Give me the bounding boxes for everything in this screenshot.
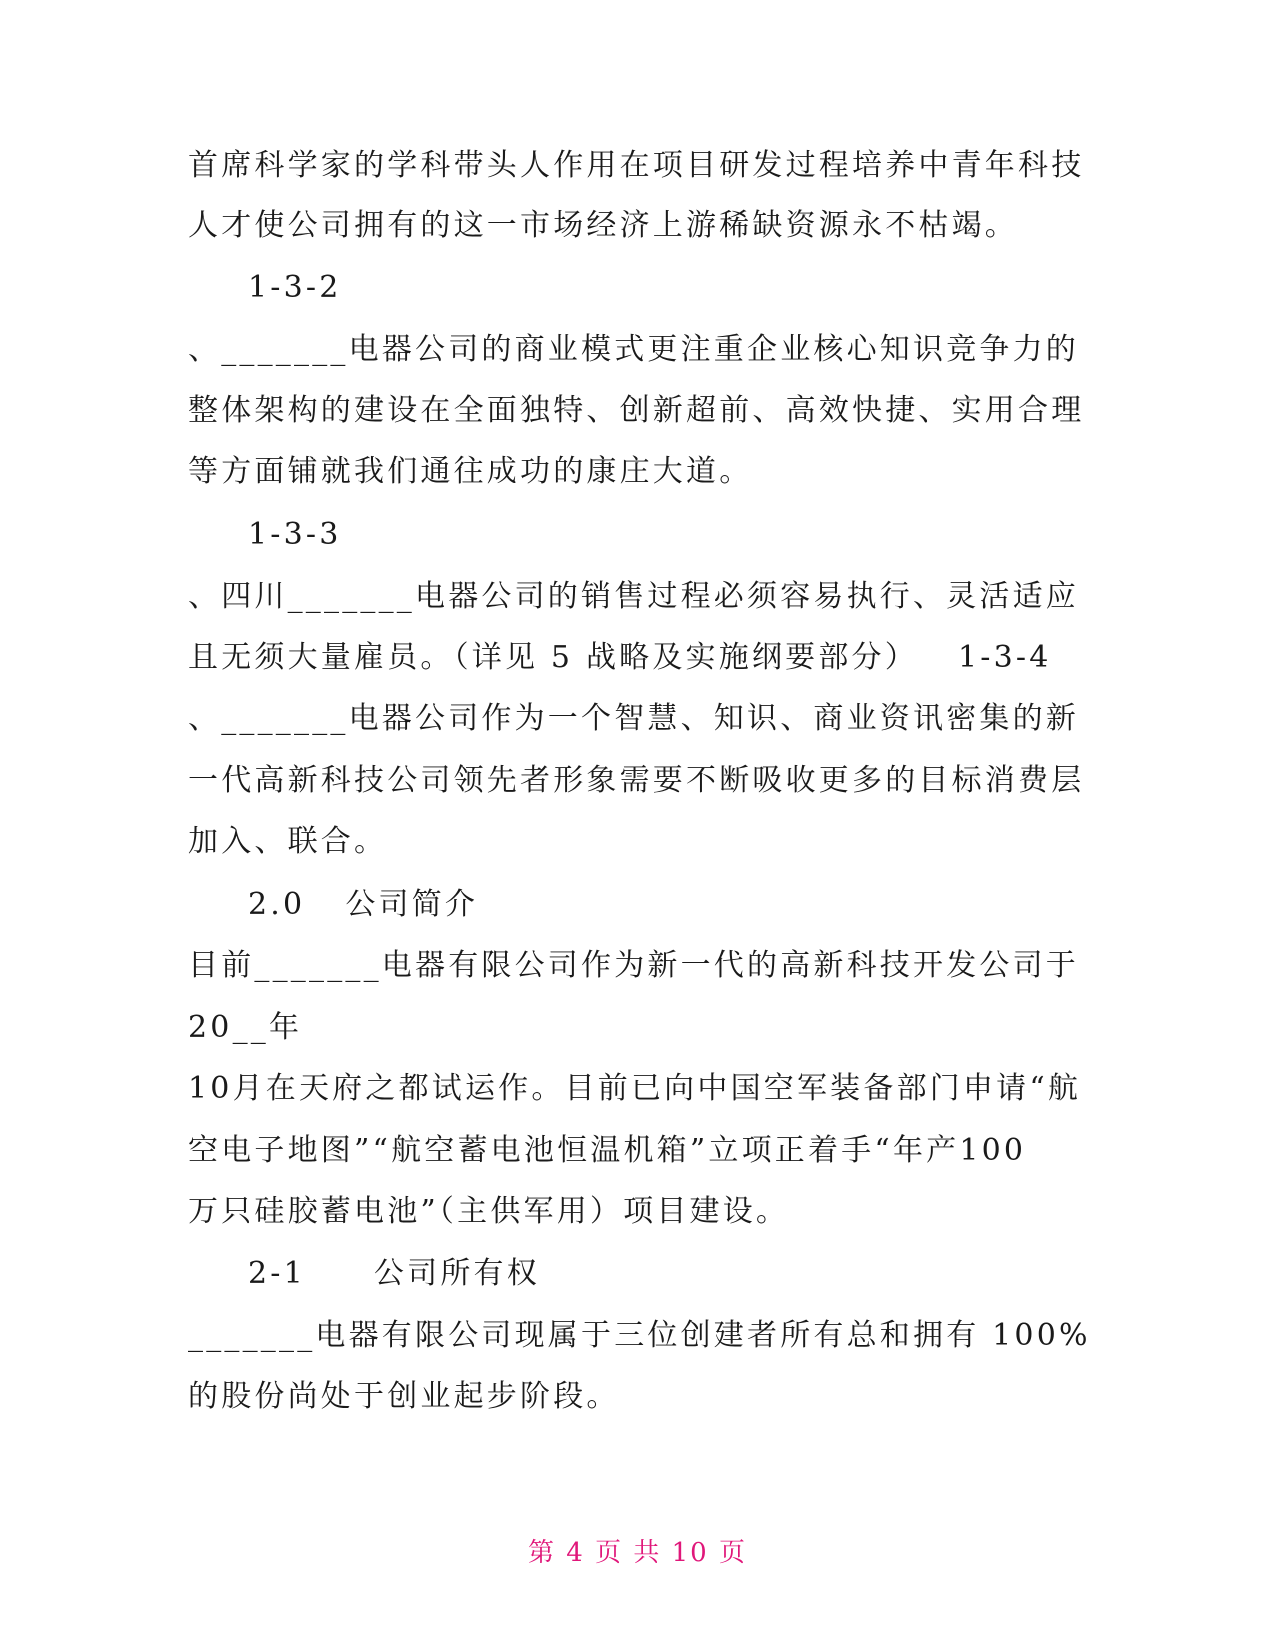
section-number: 1-3-3 [248, 517, 342, 552]
section-number: 1-3-2 [248, 270, 342, 305]
paragraph-line: 人才使公司拥有的这一市场经济上游稀缺资源永不枯竭。 [188, 208, 1018, 243]
section-heading-number: 2.0 [248, 887, 306, 922]
section-heading [248, 885, 1148, 925]
page-number-footer: 第 4 页 共 10 页 [528, 1538, 747, 1568]
paragraph-line: 等方面铺就我们通往成功的康庄大道。 [188, 454, 753, 489]
section-heading-number: 2-1 [248, 1256, 306, 1291]
paragraph-line: 一代高新科技公司领先者形象需要不断吸收更多的目标消费层 [188, 763, 1085, 798]
section-heading-title: 公司所有权 [373, 1256, 540, 1291]
paragraph-line [188, 638, 1088, 678]
paragraph-line: 、_______电器公司作为一个智慧、知识、商业资讯密集的新 [188, 701, 1079, 736]
paragraph-line: 、四川_______电器公司的销售过程必须容易执行、灵活适应 [188, 579, 1079, 614]
paragraph-text: 且无须大量雇员。（详见 5 战略及实施纲要部分） [188, 640, 918, 675]
paragraph-line: 的股份尚处于创业起步阶段。 [188, 1379, 620, 1414]
paragraph-line: 加入、联合。 [188, 824, 388, 859]
paragraph-line: 万只硅胶蓄电池”（主供军用）项目建设。 [188, 1194, 790, 1229]
paragraph-line: 、_______电器公司的商业模式更注重企业核心知识竞争力的 [188, 332, 1079, 367]
section-heading-title: 公司简介 [345, 887, 479, 922]
section-number: 1-3-4 [957, 640, 1052, 675]
paragraph-line: 首席科学家的学科带头人作用在项目研发过程培养中青年科技 [188, 148, 1085, 183]
paragraph-line: 20__年 [188, 1010, 303, 1045]
paragraph-line: 空电子地图”“航空蓄电池恒温机箱”立项正着手“年产100 [188, 1133, 1027, 1168]
paragraph-line: 目前_______电器有限公司作为新一代的高新科技开发公司于 [188, 948, 1079, 983]
paragraph-line: _______电器有限公司现属于三位创建者所有总和拥有 100% [188, 1318, 1091, 1353]
paragraph-line: 10月在天府之都试运作。目前已向中国空军装备部门申请“航 [188, 1071, 1082, 1106]
section-heading [248, 1254, 1148, 1294]
paragraph-line: 整体架构的建设在全面独特、创新超前、高效快捷、实用合理 [188, 393, 1085, 428]
